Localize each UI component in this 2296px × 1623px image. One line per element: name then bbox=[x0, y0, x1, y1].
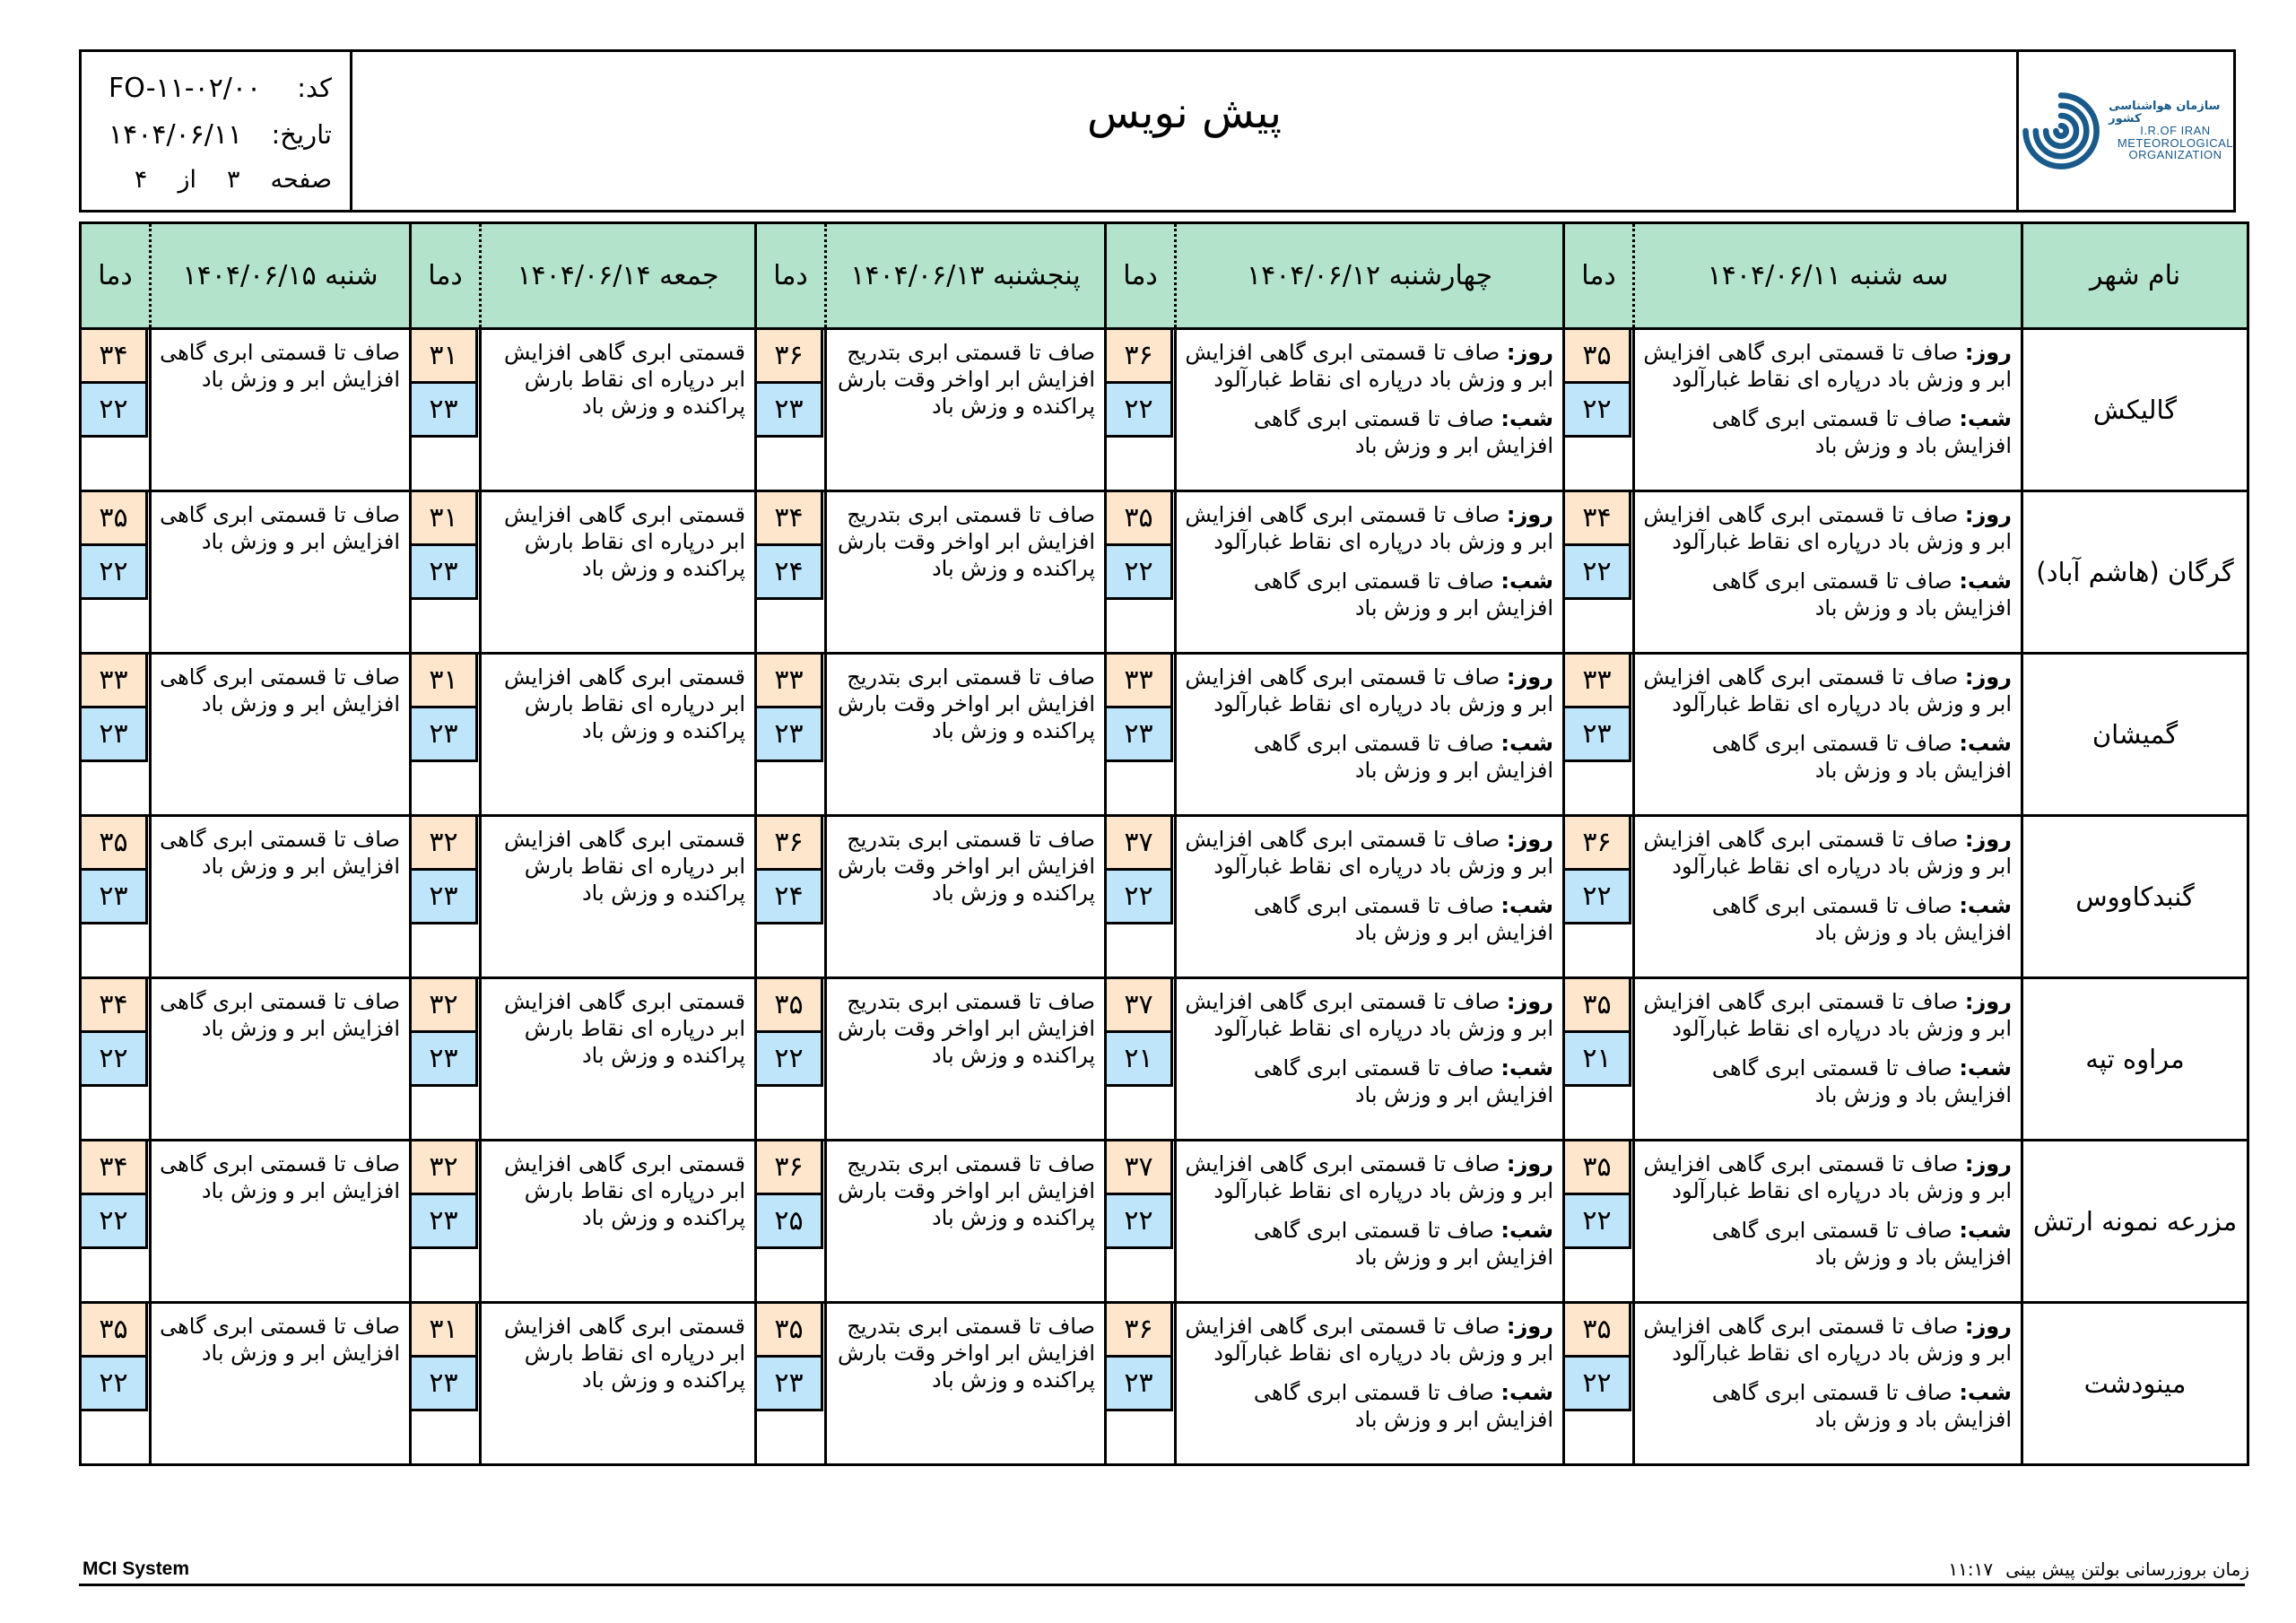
day-forecast-text: صاف تا قسمتی ابری گاهی افزایش ابر و وزش باد درپاره ای نقاط غبارآلود bbox=[1185, 664, 1553, 716]
min-temperature: ۲۳ bbox=[1565, 708, 1631, 762]
max-temperature: ۳۷ bbox=[1107, 1141, 1173, 1195]
min-temperature: ۲۲ bbox=[1565, 871, 1631, 924]
max-temperature: ۳۱ bbox=[412, 330, 478, 384]
temperature-cell bbox=[756, 329, 826, 491]
temperature-cell bbox=[756, 816, 826, 978]
temperature-cell bbox=[411, 491, 481, 654]
update-label: زمان بروزرسانی بولتن پیش بینی bbox=[2005, 1558, 2249, 1580]
forecast-text: قسمتی ابری گاهی افزایش ابر درپاره ای نقاط بارش پراکنده و وزش باد bbox=[504, 1314, 745, 1393]
day-forecast-text: صاف تا قسمتی ابری گاهی افزایش ابر و وزش باد درپاره ای نقاط غبارآلود bbox=[1643, 1151, 2012, 1203]
day-label: روز: bbox=[1964, 340, 2012, 365]
max-temperature: ۳۵ bbox=[757, 979, 823, 1033]
table-row bbox=[81, 654, 2248, 816]
code-value: FO-۱۱-۰۲/۰۰ bbox=[109, 72, 262, 104]
min-temperature: ۲۲ bbox=[82, 546, 148, 600]
temperature-cell bbox=[81, 1141, 151, 1303]
max-temperature: ۳۵ bbox=[1565, 979, 1631, 1033]
temperature-cell bbox=[756, 1303, 826, 1465]
condition-cell bbox=[826, 978, 1106, 1141]
min-temperature: ۲۲ bbox=[82, 384, 148, 438]
condition-cell bbox=[481, 1303, 756, 1465]
temperature-cell bbox=[1564, 329, 1634, 491]
day-forecast-text: صاف تا قسمتی ابری گاهی افزایش ابر و وزش باد درپاره ای نقاط غبارآلود bbox=[1185, 1314, 1553, 1366]
max-temperature: ۳۱ bbox=[412, 655, 478, 708]
max-temperature: ۳۵ bbox=[82, 817, 148, 871]
condition-cell bbox=[1176, 329, 1564, 491]
min-temperature: ۲۲ bbox=[1565, 546, 1631, 600]
max-temperature: ۳۱ bbox=[412, 1304, 478, 1358]
min-temperature: ۲۳ bbox=[412, 1033, 478, 1087]
min-temperature: ۲۳ bbox=[1107, 1358, 1173, 1411]
condition-cell bbox=[151, 654, 411, 816]
condition-cell bbox=[826, 491, 1106, 654]
max-temperature: ۳۵ bbox=[82, 1304, 148, 1358]
min-temperature: ۲۳ bbox=[757, 708, 823, 762]
min-temperature: ۲۲ bbox=[82, 1195, 148, 1249]
condition-cell bbox=[481, 491, 756, 654]
max-temperature: ۳۶ bbox=[757, 330, 823, 384]
condition-cell bbox=[1176, 978, 1564, 1141]
max-temperature: ۳۳ bbox=[1107, 655, 1173, 708]
max-temperature: ۳۴ bbox=[82, 1141, 148, 1195]
min-temperature: ۲۳ bbox=[757, 384, 823, 438]
min-temperature: ۲۳ bbox=[412, 708, 478, 762]
forecast-text: قسمتی ابری گاهی افزایش ابر درپاره ای نقاط بارش پراکنده و وزش باد bbox=[504, 1151, 745, 1230]
temperature-cell bbox=[81, 654, 151, 816]
forecast-text: صاف تا قسمتی ابری گاهی افزایش ابر و وزش باد bbox=[160, 340, 400, 392]
condition-cell bbox=[1176, 1141, 1564, 1303]
min-temperature: ۲۲ bbox=[1565, 1195, 1631, 1249]
day-label: روز: bbox=[1506, 827, 1553, 852]
footer-system-name: MCI System bbox=[83, 1558, 190, 1579]
night-forecast-text: صاف تا قسمتی ابری گاهی افزایش ابر و وزش باد bbox=[1253, 731, 1553, 783]
max-temperature: ۳۱ bbox=[412, 492, 478, 546]
max-temperature: ۳۵ bbox=[1565, 1304, 1631, 1358]
condition-cell bbox=[1634, 654, 2022, 816]
org-name-fa: سازمان هواشناسی کشور bbox=[2109, 99, 2221, 126]
night-label: شب: bbox=[1959, 568, 2012, 594]
condition-cell bbox=[826, 654, 1106, 816]
update-time: ۱۱:۱۷ bbox=[1948, 1558, 1994, 1580]
max-temperature: ۳۴ bbox=[1565, 492, 1631, 546]
logo bbox=[2016, 52, 2233, 210]
table-row bbox=[81, 1303, 2248, 1465]
condition-cell bbox=[1634, 1141, 2022, 1303]
temp-column-header: دما bbox=[1564, 223, 1634, 329]
max-temperature: ۳۲ bbox=[412, 817, 478, 871]
city-column-header: نام شهر bbox=[2022, 223, 2248, 329]
night-forecast-text: صاف تا قسمتی ابری گاهی افزایش باد و وزش باد bbox=[1711, 406, 2012, 458]
max-temperature: ۳۵ bbox=[1565, 330, 1631, 384]
org-name-en: I.R.OF IRAN METEOROLOGICAL ORGANIZATION bbox=[2117, 124, 2233, 162]
max-temperature: ۳۴ bbox=[757, 492, 823, 546]
day-forecast-text: صاف تا قسمتی ابری گاهی افزایش ابر و وزش باد درپاره ای نقاط غبارآلود bbox=[1185, 989, 1553, 1041]
min-temperature: ۲۲ bbox=[1565, 384, 1631, 438]
temperature-cell bbox=[411, 1303, 481, 1465]
forecast-text: صاف تا قسمتی ابری گاهی افزایش ابر و وزش باد bbox=[160, 1151, 400, 1203]
page-number: ۳ bbox=[226, 165, 240, 194]
min-temperature: ۲۲ bbox=[1107, 546, 1173, 600]
table-header-row bbox=[81, 223, 2248, 329]
temperature-cell bbox=[756, 654, 826, 816]
max-temperature: ۳۶ bbox=[757, 1141, 823, 1195]
temp-column-header: دما bbox=[411, 223, 481, 329]
temperature-cell bbox=[81, 816, 151, 978]
forecast-text: قسمتی ابری گاهی افزایش ابر درپاره ای نقاط بارش پراکنده و وزش باد bbox=[504, 827, 745, 906]
temperature-cell bbox=[1106, 329, 1176, 491]
night-forecast-text: صاف تا قسمتی ابری گاهی افزایش ابر و وزش باد bbox=[1253, 893, 1553, 945]
min-temperature: ۲۳ bbox=[412, 1358, 478, 1411]
temperature-cell bbox=[1106, 1141, 1176, 1303]
day-column-header: جمعه ۱۴۰۴/۰۶/۱۴ bbox=[481, 223, 756, 329]
temperature-cell bbox=[81, 491, 151, 654]
document-meta bbox=[82, 52, 352, 210]
forecast-text: صاف تا قسمتی ابری گاهی افزایش ابر و وزش باد bbox=[160, 989, 400, 1041]
date-value: ۱۴۰۴/۰۶/۱۱ bbox=[109, 118, 243, 151]
table-row bbox=[81, 978, 2248, 1141]
min-temperature: ۲۲ bbox=[82, 1033, 148, 1087]
day-forecast-text: صاف تا قسمتی ابری گاهی افزایش ابر و وزش باد درپاره ای نقاط غبارآلود bbox=[1643, 1314, 2012, 1366]
table-row bbox=[81, 329, 2248, 491]
night-label: شب: bbox=[1959, 893, 2012, 918]
condition-cell bbox=[151, 816, 411, 978]
condition-cell bbox=[1176, 1303, 1564, 1465]
max-temperature: ۳۲ bbox=[412, 1141, 478, 1195]
day-forecast-text: صاف تا قسمتی ابری گاهی افزایش ابر و وزش باد درپاره ای نقاط غبارآلود bbox=[1643, 502, 2012, 554]
condition-cell bbox=[1634, 978, 2022, 1141]
temperature-cell bbox=[1564, 1303, 1634, 1465]
min-temperature: ۲۲ bbox=[82, 1358, 148, 1411]
night-label: شب: bbox=[1959, 1218, 2012, 1243]
temperature-cell bbox=[411, 329, 481, 491]
max-temperature: ۳۴ bbox=[82, 330, 148, 384]
min-temperature: ۲۲ bbox=[1107, 384, 1173, 438]
condition-cell bbox=[151, 1141, 411, 1303]
min-temperature: ۲۳ bbox=[82, 708, 148, 762]
city-name: مزرعه نمونه ارتش bbox=[2022, 1141, 2248, 1303]
city-name: مراوه تپه bbox=[2022, 978, 2248, 1141]
temperature-cell bbox=[1564, 654, 1634, 816]
max-temperature: ۳۷ bbox=[1107, 979, 1173, 1033]
max-temperature: ۳۷ bbox=[1107, 817, 1173, 871]
min-temperature: ۲۱ bbox=[1565, 1033, 1631, 1087]
temperature-cell bbox=[411, 654, 481, 816]
night-forecast-text: صاف تا قسمتی ابری گاهی افزایش باد و وزش باد bbox=[1711, 1055, 2012, 1107]
min-temperature: ۲۲ bbox=[1107, 871, 1173, 924]
max-temperature: ۳۵ bbox=[757, 1304, 823, 1358]
min-temperature: ۲۳ bbox=[412, 1195, 478, 1249]
forecast-text: صاف تا قسمتی ابری گاهی افزایش ابر و وزش باد bbox=[160, 827, 400, 879]
night-forecast-text: صاف تا قسمتی ابری گاهی افزایش ابر و وزش باد bbox=[1253, 568, 1553, 621]
night-label: شب: bbox=[1500, 893, 1553, 918]
night-forecast-text: صاف تا قسمتی ابری گاهی افزایش ابر و وزش باد bbox=[1253, 1055, 1553, 1107]
condition-cell bbox=[826, 1303, 1106, 1465]
night-forecast-text: صاف تا قسمتی ابری گاهی افزایش باد و وزش باد bbox=[1711, 731, 2012, 783]
temperature-cell bbox=[1106, 816, 1176, 978]
forecast-text: صاف تا قسمتی ابری بتدریج افزایش ابر اواخر وقت بارش پراکنده و وزش باد bbox=[838, 1314, 1095, 1393]
condition-cell bbox=[481, 816, 756, 978]
day-forecast-text: صاف تا قسمتی ابری گاهی افزایش ابر و وزش باد درپاره ای نقاط غبارآلود bbox=[1643, 827, 2012, 879]
min-temperature: ۲۳ bbox=[412, 546, 478, 600]
max-temperature: ۳۳ bbox=[82, 655, 148, 708]
night-label: شب: bbox=[1500, 1218, 1553, 1243]
min-temperature: ۲۲ bbox=[1565, 1358, 1631, 1411]
night-forecast-text: صاف تا قسمتی ابری گاهی افزایش ابر و وزش باد bbox=[1253, 1218, 1553, 1270]
condition-cell bbox=[481, 329, 756, 491]
page-of: از bbox=[178, 165, 196, 194]
night-label: شب: bbox=[1959, 1380, 2012, 1405]
day-label: روز: bbox=[1964, 502, 2012, 527]
temperature-cell bbox=[81, 978, 151, 1141]
min-temperature: ۲۴ bbox=[757, 546, 823, 600]
forecast-text: قسمتی ابری گاهی افزایش ابر درپاره ای نقاط بارش پراکنده و وزش باد bbox=[504, 664, 745, 743]
page-title: پیش نویس bbox=[1086, 88, 1282, 138]
footer-divider bbox=[79, 1584, 2245, 1586]
condition-cell bbox=[151, 1303, 411, 1465]
night-label: شب: bbox=[1500, 1380, 1553, 1405]
condition-cell bbox=[1634, 1303, 2022, 1465]
forecast-text: قسمتی ابری گاهی افزایش ابر درپاره ای نقاط بارش پراکنده و وزش باد bbox=[504, 340, 745, 419]
day-forecast-text: صاف تا قسمتی ابری گاهی افزایش ابر و وزش باد درپاره ای نقاط غبارآلود bbox=[1643, 340, 2012, 392]
max-temperature: ۳۲ bbox=[412, 979, 478, 1033]
page-total: ۴ bbox=[134, 165, 148, 194]
table-body bbox=[81, 329, 2248, 1465]
condition-cell bbox=[1634, 329, 2022, 491]
min-temperature: ۲۲ bbox=[1107, 1195, 1173, 1249]
temperature-cell bbox=[81, 329, 151, 491]
day-label: روز: bbox=[1506, 340, 1553, 365]
table-row bbox=[81, 1141, 2248, 1303]
forecast-text: صاف تا قسمتی ابری بتدریج افزایش ابر اواخر وقت بارش پراکنده و وزش باد bbox=[838, 989, 1095, 1068]
max-temperature: ۳۶ bbox=[1107, 330, 1173, 384]
max-temperature: ۳۴ bbox=[82, 979, 148, 1033]
night-forecast-text: صاف تا قسمتی ابری گاهی افزایش باد و وزش باد bbox=[1711, 1380, 2012, 1432]
temperature-cell bbox=[1106, 1303, 1176, 1465]
condition-cell bbox=[826, 1141, 1106, 1303]
night-label: شب: bbox=[1959, 731, 2012, 756]
day-forecast-text: صاف تا قسمتی ابری گاهی افزایش ابر و وزش باد درپاره ای نقاط غبارآلود bbox=[1185, 340, 1553, 392]
city-name: گرگان (هاشم آباد) bbox=[2022, 491, 2248, 654]
night-forecast-text: صاف تا قسمتی ابری گاهی افزایش باد و وزش باد bbox=[1711, 893, 2012, 945]
max-temperature: ۳۳ bbox=[1565, 655, 1631, 708]
forecast-text: صاف تا قسمتی ابری گاهی افزایش ابر و وزش باد bbox=[160, 502, 400, 554]
forecast-text: صاف تا قسمتی ابری بتدریج افزایش ابر اواخر وقت بارش پراکنده و وزش باد bbox=[838, 827, 1095, 906]
condition-cell bbox=[151, 978, 411, 1141]
night-forecast-text: صاف تا قسمتی ابری گاهی افزایش ابر و وزش باد bbox=[1253, 406, 1553, 458]
min-temperature: ۲۲ bbox=[757, 1033, 823, 1087]
min-temperature: ۲۳ bbox=[412, 871, 478, 924]
min-temperature: ۲۳ bbox=[82, 871, 148, 924]
min-temperature: ۲۵ bbox=[757, 1195, 823, 1249]
min-temperature: ۲۳ bbox=[412, 384, 478, 438]
temp-column-header: دما bbox=[81, 223, 151, 329]
forecast-text: صاف تا قسمتی ابری بتدریج افزایش ابر اواخر وقت بارش پراکنده و وزش باد bbox=[838, 664, 1095, 743]
temperature-cell bbox=[756, 491, 826, 654]
city-name: گنبدکاووس bbox=[2022, 816, 2248, 978]
day-forecast-text: صاف تا قسمتی ابری گاهی افزایش ابر و وزش باد درپاره ای نقاط غبارآلود bbox=[1185, 502, 1553, 554]
temperature-cell bbox=[1564, 978, 1634, 1141]
min-temperature: ۲۱ bbox=[1107, 1033, 1173, 1087]
forecast-text: صاف تا قسمتی ابری بتدریج افزایش ابر اواخر وقت بارش پراکنده و وزش باد bbox=[838, 1151, 1095, 1230]
forecast-text: صاف تا قسمتی ابری بتدریج افزایش ابر اواخر وقت بارش پراکنده و وزش باد bbox=[838, 340, 1095, 419]
max-temperature: ۳۶ bbox=[1565, 817, 1631, 871]
max-temperature: ۳۵ bbox=[1107, 492, 1173, 546]
day-label: روز: bbox=[1506, 502, 1553, 527]
condition-cell bbox=[481, 978, 756, 1141]
day-column-header: چهارشنبه ۱۴۰۴/۰۶/۱۲ bbox=[1176, 223, 1564, 329]
condition-cell bbox=[826, 329, 1106, 491]
forecast-text: قسمتی ابری گاهی افزایش ابر درپاره ای نقاط بارش پراکنده و وزش باد bbox=[504, 502, 745, 581]
temp-column-header: دما bbox=[756, 223, 826, 329]
table-row bbox=[81, 491, 2248, 654]
day-forecast-text: صاف تا قسمتی ابری گاهی افزایش ابر و وزش باد درپاره ای نقاط غبارآلود bbox=[1185, 827, 1553, 879]
night-label: شب: bbox=[1959, 406, 2012, 431]
max-temperature: ۳۶ bbox=[757, 817, 823, 871]
min-temperature: ۲۳ bbox=[757, 1358, 823, 1411]
night-label: شب: bbox=[1500, 568, 1553, 594]
day-label: روز: bbox=[1506, 1151, 1553, 1176]
temperature-cell bbox=[81, 1303, 151, 1465]
day-forecast-text: صاف تا قسمتی ابری گاهی افزایش ابر و وزش باد درپاره ای نقاط غبارآلود bbox=[1643, 664, 2012, 716]
condition-cell bbox=[1176, 654, 1564, 816]
day-label: روز: bbox=[1506, 989, 1553, 1014]
code-label: کد: bbox=[297, 73, 332, 103]
min-temperature: ۲۴ bbox=[757, 871, 823, 924]
max-temperature: ۳۵ bbox=[1565, 1141, 1631, 1195]
max-temperature: ۳۵ bbox=[82, 492, 148, 546]
night-label: شب: bbox=[1500, 1055, 1553, 1081]
day-label: روز: bbox=[1506, 664, 1553, 690]
night-label: شب: bbox=[1959, 1055, 2012, 1081]
min-temperature: ۲۳ bbox=[1107, 708, 1173, 762]
condition-cell bbox=[481, 654, 756, 816]
condition-cell bbox=[826, 816, 1106, 978]
night-label: شب: bbox=[1500, 406, 1553, 431]
condition-cell bbox=[1176, 491, 1564, 654]
temperature-cell bbox=[411, 1141, 481, 1303]
day-column-header: سه شنبه ۱۴۰۴/۰۶/۱۱ bbox=[1634, 223, 2022, 329]
max-temperature: ۳۳ bbox=[757, 655, 823, 708]
day-label: روز: bbox=[1964, 664, 2012, 690]
day-forecast-text: صاف تا قسمتی ابری گاهی افزایش ابر و وزش باد درپاره ای نقاط غبارآلود bbox=[1643, 989, 2012, 1041]
temperature-cell bbox=[1106, 654, 1176, 816]
night-forecast-text: صاف تا قسمتی ابری گاهی افزایش باد و وزش باد bbox=[1711, 568, 2012, 621]
temperature-cell bbox=[1564, 1141, 1634, 1303]
forecast-text: صاف تا قسمتی ابری گاهی افزایش ابر و وزش باد bbox=[160, 664, 400, 716]
table-row bbox=[81, 816, 2248, 978]
temp-column-header: دما bbox=[1106, 223, 1176, 329]
meteorological-organization-logo-icon bbox=[2019, 81, 2103, 181]
temperature-cell bbox=[1106, 978, 1176, 1141]
temperature-cell bbox=[411, 978, 481, 1141]
day-label: روز: bbox=[1964, 1151, 2012, 1176]
condition-cell bbox=[481, 1141, 756, 1303]
condition-cell bbox=[1634, 816, 2022, 978]
day-forecast-text: صاف تا قسمتی ابری گاهی افزایش ابر و وزش باد درپاره ای نقاط غبارآلود bbox=[1185, 1151, 1553, 1203]
temperature-cell bbox=[411, 816, 481, 978]
city-name: گمیشان bbox=[2022, 654, 2248, 816]
day-column-header: پنجشنبه ۱۴۰۴/۰۶/۱۳ bbox=[826, 223, 1106, 329]
max-temperature: ۳۶ bbox=[1107, 1304, 1173, 1358]
temperature-cell bbox=[1564, 491, 1634, 654]
document-header bbox=[79, 49, 2236, 213]
night-label: شب: bbox=[1500, 731, 1553, 756]
condition-cell bbox=[151, 491, 411, 654]
temperature-cell bbox=[756, 978, 826, 1141]
forecast-table bbox=[79, 221, 2249, 1466]
day-column-header: شنبه ۱۴۰۴/۰۶/۱۵ bbox=[151, 223, 411, 329]
page-indicator bbox=[109, 166, 332, 194]
forecast-text: صاف تا قسمتی ابری گاهی افزایش ابر و وزش باد bbox=[160, 1314, 400, 1366]
day-label: روز: bbox=[1964, 827, 2012, 852]
night-forecast-text: صاف تا قسمتی ابری گاهی افزایش ابر و وزش باد bbox=[1253, 1380, 1553, 1432]
day-label: روز: bbox=[1506, 1314, 1553, 1339]
date-label: تاریخ: bbox=[271, 119, 332, 150]
condition-cell bbox=[151, 329, 411, 491]
condition-cell bbox=[1634, 491, 2022, 654]
city-name: مینودشت bbox=[2022, 1303, 2248, 1465]
temperature-cell bbox=[1106, 491, 1176, 654]
condition-cell bbox=[1176, 816, 1564, 978]
temperature-cell bbox=[756, 1141, 826, 1303]
page-label: صفحه bbox=[270, 165, 332, 194]
day-label: روز: bbox=[1964, 1314, 2012, 1339]
city-name: گالیکش bbox=[2022, 329, 2248, 491]
forecast-text: صاف تا قسمتی ابری بتدریج افزایش ابر اواخر وقت بارش پراکنده و وزش باد bbox=[838, 502, 1095, 581]
temperature-cell bbox=[1564, 816, 1634, 978]
day-label: روز: bbox=[1964, 989, 2012, 1014]
forecast-text: قسمتی ابری گاهی افزایش ابر درپاره ای نقاط بارش پراکنده و وزش باد bbox=[504, 989, 745, 1068]
night-forecast-text: صاف تا قسمتی ابری گاهی افزایش باد و وزش باد bbox=[1711, 1218, 2012, 1270]
footer-update-info bbox=[1948, 1558, 2249, 1580]
